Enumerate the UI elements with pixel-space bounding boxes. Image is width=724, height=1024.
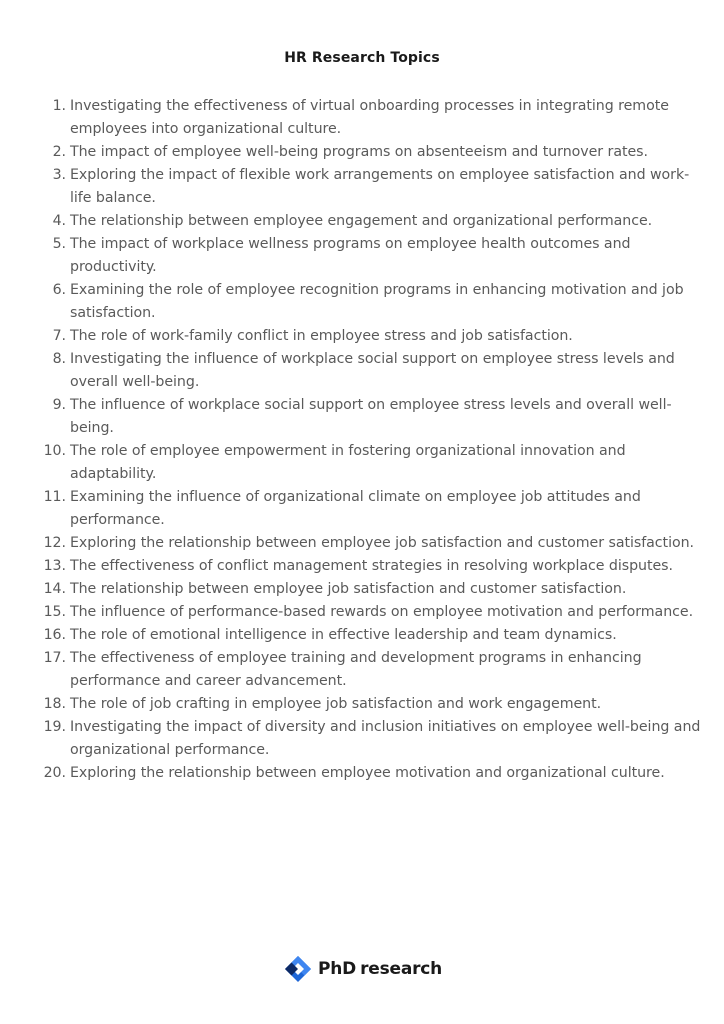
list-item: [20, 348, 710, 394]
list-item: [20, 279, 710, 325]
list-item-text: The relationship between employee job satisfaction and customer satisfaction.: [70, 581, 627, 597]
list-item-number: 11.: [43, 489, 66, 505]
page-title: HR Research Topics: [284, 50, 440, 66]
list-item: [20, 486, 710, 532]
brand-name-part1: PhD: [318, 959, 357, 979]
list-item: [20, 394, 710, 440]
list-item-number: 18.: [43, 696, 66, 712]
list-item-text: The effectiveness of conflict management strategies in resolving workplace disputes.: [70, 558, 673, 574]
list-item: [20, 578, 710, 601]
list-item-text: Exploring the relationship between employee job satisfaction and customer satisfaction.: [70, 535, 694, 551]
list-item: [20, 762, 710, 785]
list-item-number: 12.: [43, 535, 66, 551]
list-item-text: Examining the role of employee recognition programs in enhancing motivation and job satisfaction.: [70, 282, 684, 321]
footer-logo: [284, 955, 442, 983]
list-item: [20, 716, 710, 762]
list-item-number: 6.: [52, 282, 66, 298]
list-item-text: The influence of workplace social support on employee stress levels and overall well-being.: [70, 397, 672, 436]
list-item-text: The effectiveness of employee training and development programs in enhancing performance and career advancement.: [70, 650, 642, 689]
list-item-number: 2.: [52, 144, 66, 160]
list-item-text: The role of emotional intelligence in effective leadership and team dynamics.: [70, 627, 617, 643]
list-item-text: Investigating the impact of diversity and inclusion initiatives on employee well-being and organizational performance.: [70, 719, 701, 758]
list-item-number: 15.: [43, 604, 66, 620]
list-item-text: The role of work-family conflict in employee stress and job satisfaction.: [70, 328, 573, 344]
list-item-number: 14.: [43, 581, 66, 597]
list-item: [20, 164, 710, 210]
list-item: [20, 601, 710, 624]
list-item-text: Investigating the influence of workplace social support on employee stress levels and overall well-being.: [70, 351, 675, 390]
list-item-number: 5.: [52, 236, 66, 252]
list-item: [20, 693, 710, 716]
list-item: [20, 440, 710, 486]
list-item-text: The role of job crafting in employee job satisfaction and work engagement.: [70, 696, 602, 712]
list-item-number: 7.: [52, 328, 66, 344]
list-item: [20, 325, 710, 348]
list-item-text: The influence of performance-based rewards on employee motivation and performance.: [70, 604, 694, 620]
list-item-text: Investigating the effectiveness of virtual onboarding processes in integrating remote employees into organizational culture.: [70, 98, 669, 137]
list-item-number: 16.: [43, 627, 66, 643]
topic-list: [20, 95, 710, 785]
list-item-number: 10.: [43, 443, 66, 459]
list-item: [20, 95, 710, 141]
list-item-text: The impact of workplace wellness programs on employee health outcomes and productivity.: [70, 236, 631, 275]
list-item-text: The impact of employee well-being programs on absenteeism and turnover rates.: [70, 144, 648, 160]
list-item: [20, 233, 710, 279]
list-item-text: The relationship between employee engagement and organizational performance.: [70, 213, 653, 229]
list-item-text: Exploring the impact of flexible work arrangements on employee satisfaction and work-life balance.: [70, 167, 690, 206]
list-item-number: 19.: [43, 719, 66, 735]
list-item: [20, 141, 710, 164]
list-item-number: 17.: [43, 650, 66, 666]
phd-research-logo-icon: [284, 955, 312, 983]
list-item: [20, 647, 710, 693]
list-item-text: The role of employee empowerment in fostering organizational innovation and adaptability.: [70, 443, 626, 482]
list-item-number: 13.: [43, 558, 66, 574]
list-item-number: 9.: [52, 397, 66, 413]
list-item-number: 1.: [52, 98, 66, 114]
list-item: [20, 210, 710, 233]
list-item-number: 20.: [43, 765, 66, 781]
list-item-number: 4.: [52, 213, 66, 229]
brand-name-part2: research: [360, 959, 443, 979]
brand-name: [318, 959, 442, 979]
list-item-text: Exploring the relationship between employee motivation and organizational culture.: [70, 765, 665, 781]
list-item-number: 3.: [52, 167, 66, 183]
list-item: [20, 532, 710, 555]
list-item: [20, 624, 710, 647]
list-item: [20, 555, 710, 578]
list-item-text: Examining the influence of organizational climate on employee job attitudes and performance.: [70, 489, 641, 528]
list-item-number: 8.: [52, 351, 66, 367]
